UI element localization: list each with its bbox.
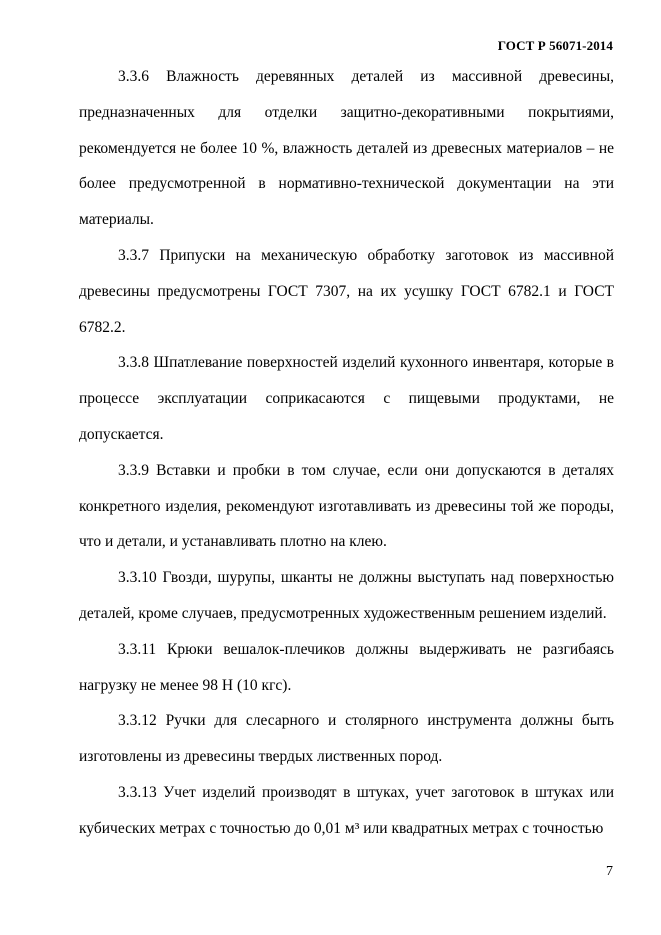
clause-number: 3.3.7 (118, 246, 149, 264)
clause-text: Учет изделий производят в штуках, учет заготовок в штуках или кубических метрах с точностью до 0,01 м³ или квадратных метрах с точностью (79, 783, 615, 837)
clause-3-3-8 (79, 345, 614, 452)
clause-number: 3.3.9 (118, 461, 149, 479)
clause-3-3-9 (79, 453, 614, 560)
clause-3-3-10 (79, 560, 614, 632)
document-body (79, 59, 614, 847)
clause-number: 3.3.12 (118, 712, 157, 730)
clause-text: Вставки и пробки в том случае, если они допускаются в деталях конкретного изделия, рекомендуют изготавливать из древесины той же породы, что и детали, и устанавливать плотно на клею. (79, 461, 615, 551)
clause-3-3-7 (79, 238, 614, 345)
clause-3-3-13 (79, 775, 614, 847)
clause-3-3-11 (79, 632, 614, 704)
clause-number: 3.3.10 (118, 569, 157, 587)
clause-number: 3.3.13 (118, 783, 157, 801)
clause-3-3-6 (79, 59, 614, 238)
clause-text: Влажность деревянных деталей из массивной древесины, предназначенных для отделки защитно-декоративными покрытиями, рекомендуется не более 10 %, влажность деталей из древесных материалов – не более предусмотренной в нормативно-технической документации на эти материалы. (79, 68, 614, 229)
clause-number: 3.3.8 (118, 354, 149, 372)
page-number: 7 (606, 864, 613, 879)
clause-3-3-12 (79, 703, 614, 775)
clause-number: 3.3.11 (118, 640, 157, 658)
clause-text: Крюки вешалок-плечиков должны выдерживать не разгибаясь нагрузку не менее 98 Н (10 кгс). (79, 640, 614, 694)
clause-text: Шпатлевание поверхностей изделий кухонного инвентаря, которые в процессе эксплуатации соприкасаются с пищевыми продуктами, не допускается. (79, 354, 614, 443)
clause-text: Гвозди, шурупы, шканты не должны выступать над поверхностью деталей, кроме случаев, предусмотренных художественным решением изделий. (79, 569, 614, 622)
clause-text: Припуски на механическую обработку заготовок из массивной древесины предусмотрены ГОСТ 7307, на их усушку ГОСТ 6782.1 и ГОСТ 6782.2. (79, 246, 614, 336)
clause-number: 3.3.6 (118, 68, 149, 85)
document-code-header: ГОСТ Р 56071-2014 (497, 38, 613, 53)
clause-text: Ручки для слесарного и столярного инструмента должны быть изготовлены из древесины твердых лиственных пород. (79, 712, 615, 766)
